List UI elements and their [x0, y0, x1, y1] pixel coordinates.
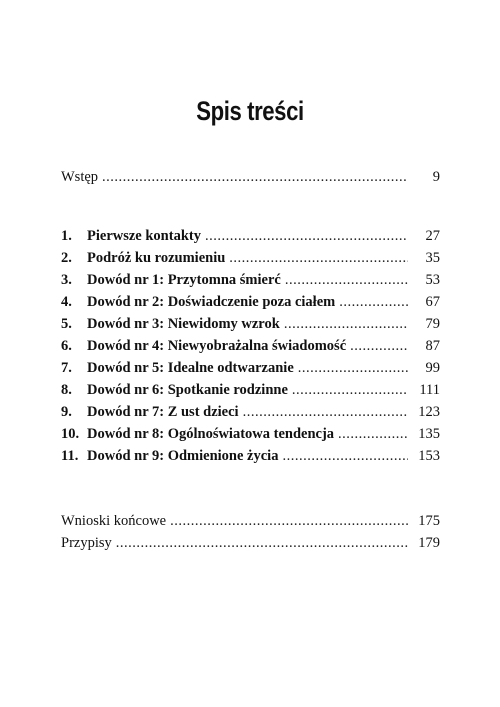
toc-entry-page: 175 [418, 513, 440, 529]
toc-entry-chapter-2[interactable] [61, 247, 440, 269]
toc-entry-label: Przypisy [61, 535, 112, 551]
toc-entry-label: Podróż ku rozumieniu [87, 250, 226, 266]
toc-entry-page: 67 [425, 294, 440, 310]
toc-entry-chapter-3[interactable] [61, 269, 440, 291]
toc-leader-dots [350, 335, 408, 357]
toc-entry-footnotes[interactable] [61, 532, 440, 554]
toc-entry-page: 79 [425, 316, 440, 332]
toc-leader-dots [298, 357, 408, 379]
toc-entry-page: 135 [418, 426, 440, 442]
toc-entry-page: 35 [425, 250, 440, 266]
toc-leader-dots [170, 510, 408, 532]
toc-entry-number: 11. [61, 448, 79, 464]
toc-entry-page: 153 [418, 448, 440, 464]
toc-leader-dots [285, 269, 408, 291]
toc-entry-page: 9 [432, 169, 440, 185]
toc-leader-dots [338, 423, 408, 445]
toc-entry-chapter-1[interactable] [61, 225, 440, 247]
toc-entry-conclusions[interactable] [61, 510, 440, 532]
toc-leader-dots [102, 166, 408, 188]
toc-leader-dots [339, 291, 408, 313]
toc-entry-page: 99 [425, 360, 440, 376]
toc-entry-chapter-9[interactable] [61, 401, 440, 423]
toc-entry-intro[interactable] [61, 166, 440, 188]
toc-entry-label: Dowód nr 6: Spotkanie rodzinne [87, 382, 288, 398]
toc-entry-chapter-5[interactable] [61, 313, 440, 335]
toc-entry-label: Dowód nr 1: Przytomna śmierć [87, 272, 281, 288]
toc-entry-label: Wstęp [61, 169, 99, 185]
toc-entry-page: 123 [418, 404, 440, 420]
toc-entry-label: Dowód nr 8: Ogólnoświatowa tendencja [87, 426, 335, 442]
toc-entry-number: 7. [61, 360, 72, 376]
toc-entry-page: 179 [418, 535, 440, 551]
toc-leader-dots [284, 313, 408, 335]
toc-leader-dots [116, 532, 408, 554]
toc-entry-number: 5. [61, 316, 72, 332]
toc-entry-label: Wnioski końcowe [61, 513, 167, 529]
toc-entry-label: Dowód nr 7: Z ust dzieci [87, 404, 239, 420]
toc-entry-label: Pierwsze kontakty [87, 228, 201, 244]
toc-entry-number: 4. [61, 294, 72, 310]
toc-entry-chapter-10[interactable] [61, 423, 440, 445]
toc-entry-number: 10. [61, 426, 80, 442]
toc-leader-dots [243, 401, 408, 423]
toc-entry-number: 3. [61, 272, 72, 288]
toc-entry-chapter-4[interactable] [61, 291, 440, 313]
toc-entry-label: Dowód nr 2: Doświadczenie poza ciałem [87, 294, 336, 310]
toc-entry-page: 53 [425, 272, 440, 288]
toc-entry-chapter-7[interactable] [61, 357, 440, 379]
toc-entry-page: 111 [419, 382, 440, 398]
page-title: Spis treści [196, 96, 304, 126]
toc-leader-dots [229, 247, 408, 269]
toc-entry-number: 6. [61, 338, 72, 354]
toc-entry-label: Dowód nr 9: Odmienione życia [87, 448, 279, 464]
toc-entry-label: Dowód nr 4: Niewyobrażalna świadomość [87, 338, 347, 354]
toc-entry-label: Dowód nr 5: Idealne odtwarzanie [87, 360, 294, 376]
toc-entry-number: 8. [61, 382, 72, 398]
toc-entry-page: 27 [425, 228, 440, 244]
toc-entry-number: 2. [61, 250, 72, 266]
toc-leader-dots [292, 379, 408, 401]
toc-entry-chapter-11[interactable] [61, 445, 440, 467]
toc-entry-number: 1. [61, 228, 72, 244]
toc-entry-chapter-6[interactable] [61, 335, 440, 357]
toc-entry-number: 9. [61, 404, 72, 420]
toc-leader-dots [205, 225, 408, 247]
toc-entry-page: 87 [425, 338, 440, 354]
toc-leader-dots [282, 445, 408, 467]
toc-entry-label: Dowód nr 3: Niewidomy wzrok [87, 316, 280, 332]
toc-entry-chapter-8[interactable] [61, 379, 440, 401]
